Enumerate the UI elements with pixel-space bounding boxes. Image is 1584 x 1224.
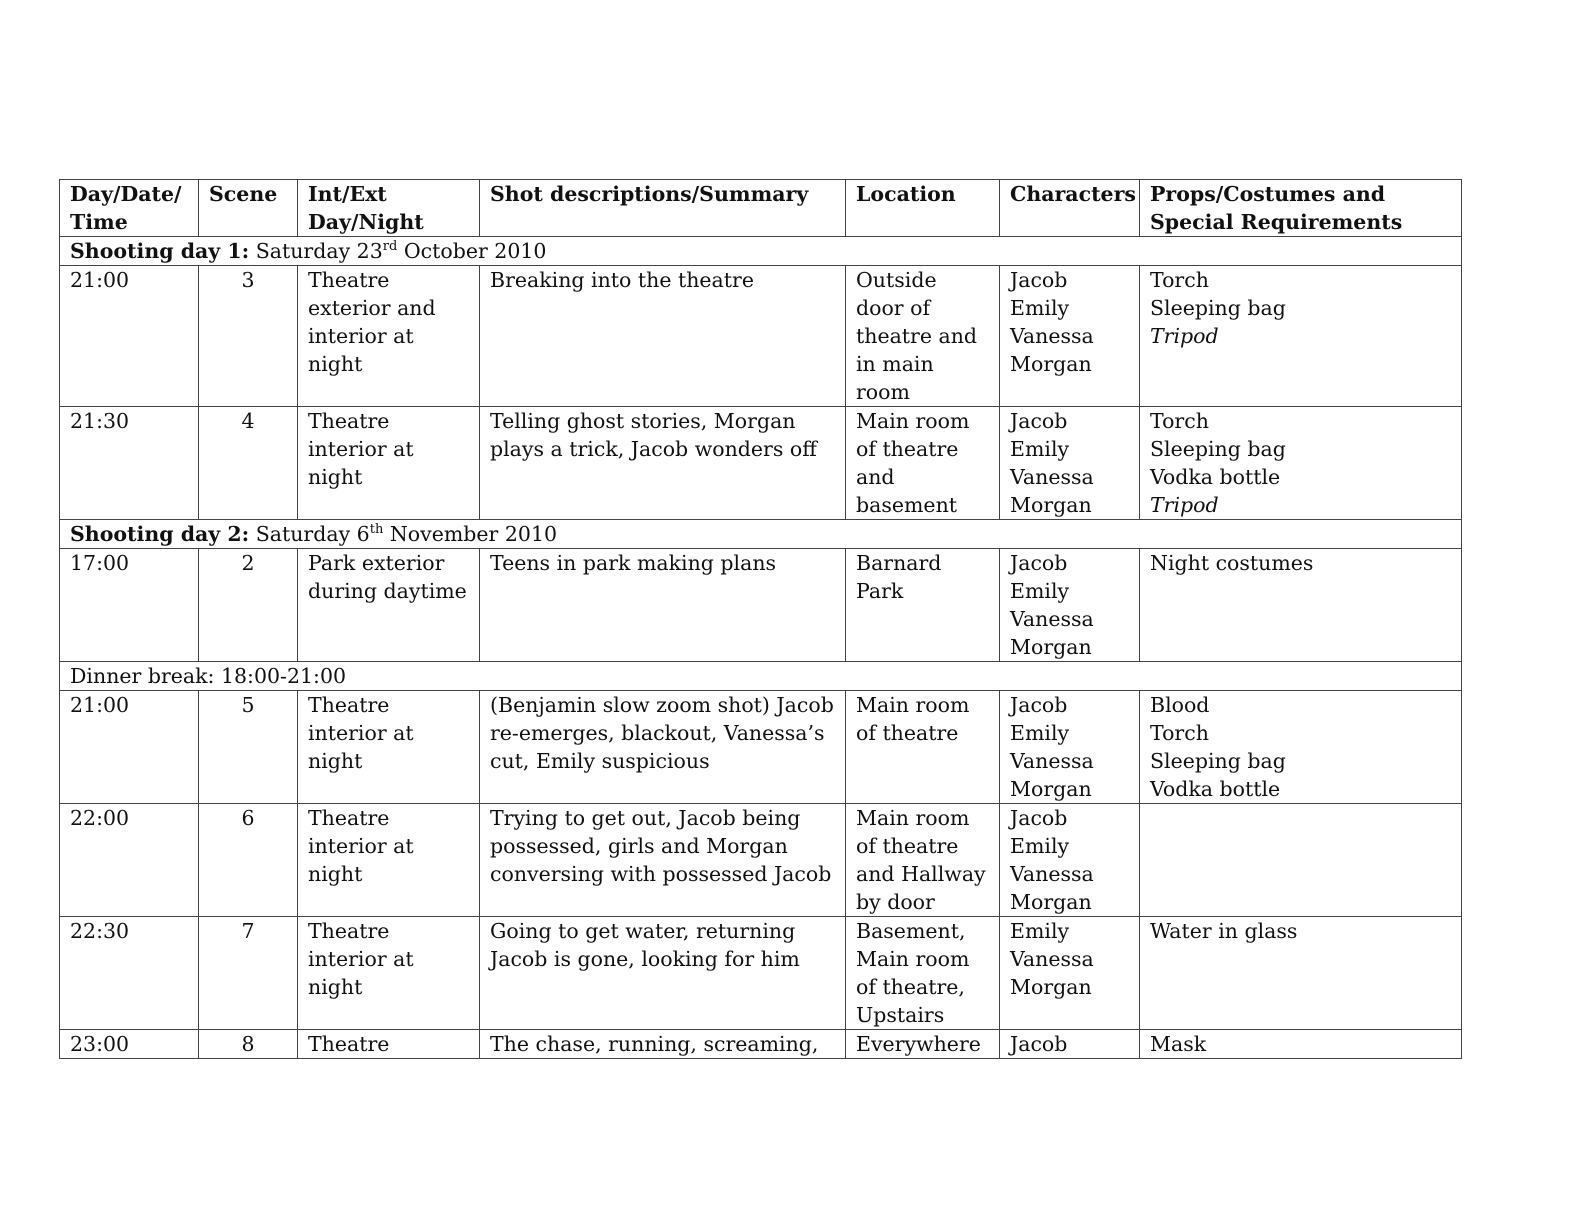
prop-item: Torch <box>1150 409 1209 433</box>
cell-summary: (Benjamin slow zoom shot) Jacob re-emerges, blackout, Vanessa’s cut, Emily suspicious <box>480 691 846 804</box>
cell-int-ext: Theatre interior at night <box>298 917 480 1030</box>
character: Vanessa <box>1010 607 1094 631</box>
shooting-day-2-label: Shooting day 2: <box>70 522 250 546</box>
cell-time: 22:00 <box>60 804 199 917</box>
cell-location: Everywhere <box>846 1030 1000 1059</box>
shooting-day-2-date-sup: th <box>369 522 384 538</box>
cell-props <box>1140 917 1462 1030</box>
cell-summary: Going to get water, returning Jacob is gone, looking for him <box>480 917 846 1030</box>
character: Jacob <box>1010 551 1068 575</box>
cell-time: 21:00 <box>60 691 199 804</box>
cell-summary: Telling ghost stories, Morgan plays a trick, Jacob wonders off <box>480 407 846 520</box>
prop-item: Sleeping bag <box>1150 437 1286 461</box>
header-scene: Scene <box>199 180 298 237</box>
cell-scene: 3 <box>199 266 298 407</box>
cell-location: Main room of theatre <box>846 691 1000 804</box>
cell-characters <box>1000 804 1140 917</box>
character: Vanessa <box>1010 324 1094 348</box>
table-row <box>60 917 1462 1030</box>
cell-characters <box>1000 1030 1140 1059</box>
character: Morgan <box>1010 493 1092 517</box>
character: Jacob <box>1010 693 1068 717</box>
cell-time: 21:30 <box>60 407 199 520</box>
prop-item: Vodka bottle <box>1150 465 1281 489</box>
cell-props <box>1140 407 1462 520</box>
cell-summary: The chase, running, screaming, <box>480 1030 846 1059</box>
shooting-day-2-row <box>60 520 1462 549</box>
cell-characters <box>1000 407 1140 520</box>
prop-item: Torch <box>1150 268 1209 292</box>
character: Jacob <box>1010 268 1068 292</box>
header-location: Location <box>846 180 1000 237</box>
table-row <box>60 804 1462 917</box>
character: Morgan <box>1010 352 1092 376</box>
cell-characters <box>1000 549 1140 662</box>
prop-item: Water in glass <box>1150 919 1298 943</box>
cell-scene: 8 <box>199 1030 298 1059</box>
table-row <box>60 407 1462 520</box>
character: Emily <box>1010 919 1070 943</box>
character: Jacob <box>1010 1032 1068 1056</box>
shooting-day-1-date-pre: Saturday 23 <box>255 239 383 263</box>
prop-item: Sleeping bag <box>1150 749 1286 773</box>
prop-item: Blood <box>1150 693 1210 717</box>
character: Morgan <box>1010 635 1092 659</box>
header-shot-descriptions: Shot descriptions/Summary <box>480 180 846 237</box>
table-row <box>60 549 1462 662</box>
cell-time: 17:00 <box>60 549 199 662</box>
character: Vanessa <box>1010 465 1094 489</box>
cell-location: Main room of theatre and basement <box>846 407 1000 520</box>
table-row <box>60 1030 1462 1059</box>
shooting-day-2-date-pre: Saturday 6 <box>255 522 370 546</box>
table-row <box>60 266 1462 407</box>
cell-scene: 6 <box>199 804 298 917</box>
cell-props <box>1140 266 1462 407</box>
cell-props <box>1140 549 1462 662</box>
character: Morgan <box>1010 975 1092 999</box>
character: Emily <box>1010 834 1070 858</box>
cell-time: 23:00 <box>60 1030 199 1059</box>
character: Jacob <box>1010 409 1068 433</box>
cell-scene: 2 <box>199 549 298 662</box>
schedule-table <box>59 179 1462 1059</box>
cell-props <box>1140 691 1462 804</box>
cell-location: Main room of theatre and Hallway by door <box>846 804 1000 917</box>
cell-summary: Breaking into the theatre <box>480 266 846 407</box>
cell-int-ext: Theatre interior at night <box>298 407 480 520</box>
shooting-day-1-cell <box>60 237 1462 266</box>
character: Vanessa <box>1010 947 1094 971</box>
cell-characters <box>1000 691 1140 804</box>
header-int-ext: Int/Ext Day/Night <box>298 180 480 237</box>
cell-int-ext: Theatre exterior and interior at night <box>298 266 480 407</box>
cell-time: 21:00 <box>60 266 199 407</box>
header-day-date-time: Day/Date/ Time <box>60 180 199 237</box>
header-characters: Characters <box>1000 180 1140 237</box>
shooting-day-1-date-sup: rd <box>382 239 398 255</box>
cell-int-ext: Theatre interior at night <box>298 691 480 804</box>
shooting-schedule <box>59 179 1461 1059</box>
character: Emily <box>1010 296 1070 320</box>
cell-scene: 4 <box>199 407 298 520</box>
cell-props <box>1140 1030 1462 1059</box>
prop-item-italic: Tripod <box>1150 493 1219 517</box>
character: Emily <box>1010 721 1070 745</box>
prop-item: Torch <box>1150 721 1209 745</box>
character: Emily <box>1010 579 1070 603</box>
shooting-day-1-row <box>60 237 1462 266</box>
shooting-day-1-label: Shooting day 1: <box>70 239 250 263</box>
prop-item: Mask <box>1150 1032 1207 1056</box>
cell-characters <box>1000 266 1140 407</box>
character: Emily <box>1010 437 1070 461</box>
cell-int-ext: Park exterior during daytime <box>298 549 480 662</box>
prop-item: Night costumes <box>1150 551 1314 575</box>
cell-scene: 7 <box>199 917 298 1030</box>
cell-time: 22:30 <box>60 917 199 1030</box>
character: Vanessa <box>1010 862 1094 886</box>
cell-int-ext: Theatre <box>298 1030 480 1059</box>
shooting-day-1-date-post: October 2010 <box>403 239 547 263</box>
prop-item-italic: Tripod <box>1150 324 1219 348</box>
table-header-row <box>60 180 1462 237</box>
cell-characters <box>1000 917 1140 1030</box>
prop-item: Vodka bottle <box>1150 777 1281 801</box>
shooting-day-2-date-post: November 2010 <box>389 522 558 546</box>
prop-item: Sleeping bag <box>1150 296 1286 320</box>
character: Vanessa <box>1010 749 1094 773</box>
cell-location: Barnard Park <box>846 549 1000 662</box>
character: Morgan <box>1010 890 1092 914</box>
cell-location: Outside door of theatre and in main room <box>846 266 1000 407</box>
cell-props <box>1140 804 1462 917</box>
cell-summary: Trying to get out, Jacob being possessed, girls and Morgan conversing with possessed Jacob <box>480 804 846 917</box>
dinner-break-row <box>60 662 1462 691</box>
character: Morgan <box>1010 777 1092 801</box>
character: Jacob <box>1010 806 1068 830</box>
table-row <box>60 691 1462 804</box>
cell-int-ext: Theatre interior at night <box>298 804 480 917</box>
cell-location: Basement, Main room of theatre, Upstairs <box>846 917 1000 1030</box>
cell-scene: 5 <box>199 691 298 804</box>
header-props: Props/Costumes and Special Requirements <box>1140 180 1462 237</box>
dinner-break-cell: Dinner break: 18:00-21:00 <box>60 662 1462 691</box>
cell-summary: Teens in park making plans <box>480 549 846 662</box>
shooting-day-2-cell <box>60 520 1462 549</box>
